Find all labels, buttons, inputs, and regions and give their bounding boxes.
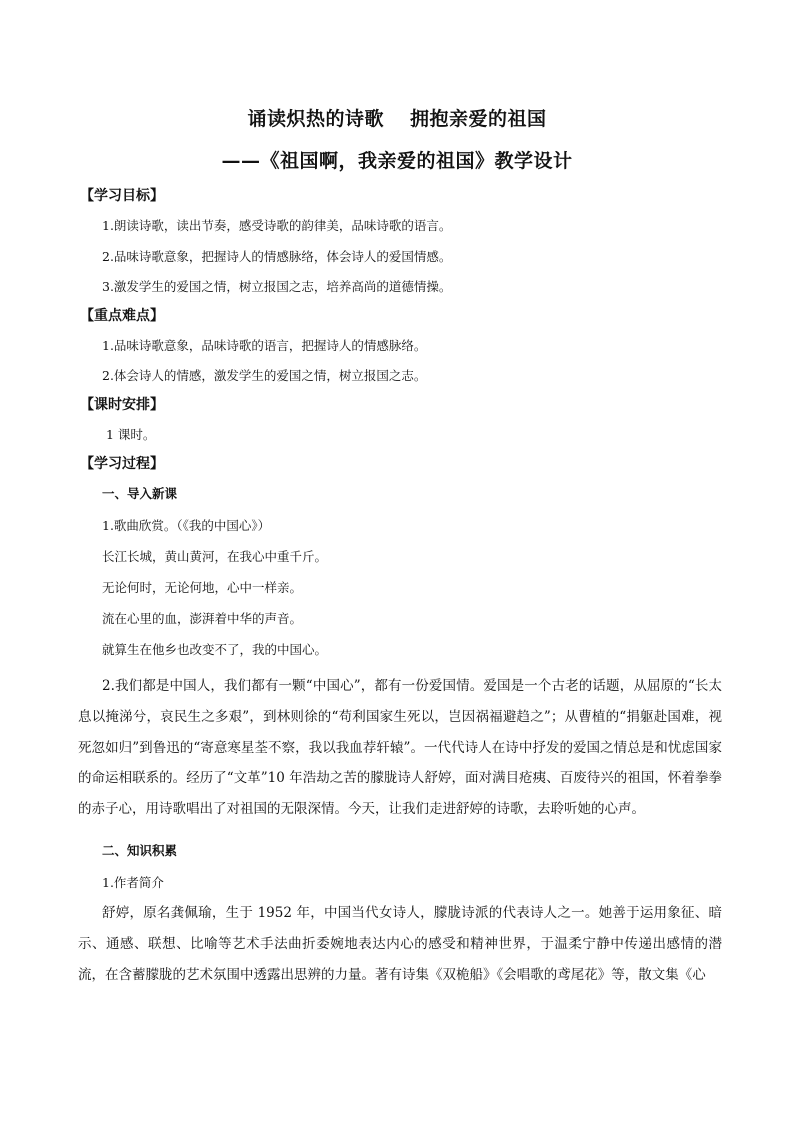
title-right: 拥抱亲爱的祖国 bbox=[410, 108, 547, 130]
key-point-item: 1.品味诗歌意象，品味诗歌的语言，把握诗人的情感脉络。 bbox=[102, 338, 427, 353]
lyric-line: 长江长城，黄山黄河，在我心中重千斤。 bbox=[102, 549, 328, 564]
lyric-line: 就算生在他乡也改变不了，我的中国心。 bbox=[102, 642, 328, 657]
objective-item: 1.朗读诗歌，读出节奏，感受诗歌的韵律美，品味诗歌的语言。 bbox=[102, 218, 452, 233]
author-heading: 1.作者简介 bbox=[102, 874, 164, 890]
subsection-heading-intro: 一、导入新课 bbox=[102, 486, 178, 501]
lyric-line: 流在心里的血，澎湃着中华的声音。 bbox=[102, 611, 303, 626]
section-heading-objectives: 【学习目标】 bbox=[80, 188, 164, 204]
document-title bbox=[0, 104, 794, 131]
key-point-item: 2.体会诗人的情感，激发学生的爱国之情，树立报国之志。 bbox=[102, 368, 427, 383]
objective-item: 2.品味诗歌意象，把握诗人的情感脉络，体会诗人的爱国情感。 bbox=[102, 249, 452, 264]
song-line: 1.歌曲欣赏。（《我的中国心》） bbox=[102, 518, 271, 533]
schedule-text: 1 课时。 bbox=[106, 427, 156, 442]
section-heading-key-points: 【重点难点】 bbox=[80, 308, 164, 324]
subsection-heading-knowledge: 二、知识积累 bbox=[102, 842, 178, 858]
objective-item: 3.激发学生的爱国之情，树立报国之志，培养高尚的道德情操。 bbox=[102, 279, 452, 294]
document-subtitle: ——《祖国啊，我亲爱的祖国》教学设计 bbox=[221, 150, 573, 172]
lyric-line: 无论何时，无论何地，心中一样亲。 bbox=[102, 580, 303, 595]
document-body bbox=[78, 182, 722, 990]
section-heading-process: 【学习过程】 bbox=[80, 456, 164, 472]
title-left: 诵读炽热的诗歌 bbox=[247, 108, 384, 130]
author-paragraph: 舒婷，原名龚佩瑜，生于 1952 年，中国当代女诗人，朦胧诗派的代表诗人之一。她善于运用象征、暗示、通感、联想、比喻等艺术手法曲折委婉地表达内心的感受和精神世界，于温柔宁静中传递出感情的潜流，在含蓄朦胧的艺术氛围中透露出思辨的力量。著有诗集《双桅船》《会唱歌的鸢尾花》等，散文集《心 bbox=[78, 904, 722, 983]
intro-paragraph: 2.我们都是中国人，我们都有一颗“中国心”，都有一份爱国情。爱国是一个古老的话题，从屈原的“长太息以掩涕兮，哀民生之多艰”，到林则徐的“苟利国家生死以，岂因祸福避趋之”；从曹植的“捐躯赴国难，视死忽如归”到鲁迅的“寄意寒星荃不察，我以我血荐轩辕”。一代代诗人在诗中抒发的爱国之情总是和忧虑国家的命运相联系的。经历了“文革”10 年浩劫之苦的朦胧诗人舒婷，面对满目疮痍、百废待兴的祖国，怀着拳拳的赤子心，用诗歌唱出了对祖国的无限深情。今天，让我们走进舒婷的诗歌，去聆听她的心声。 bbox=[78, 678, 722, 818]
section-heading-schedule: 【课时安排】 bbox=[80, 397, 164, 413]
